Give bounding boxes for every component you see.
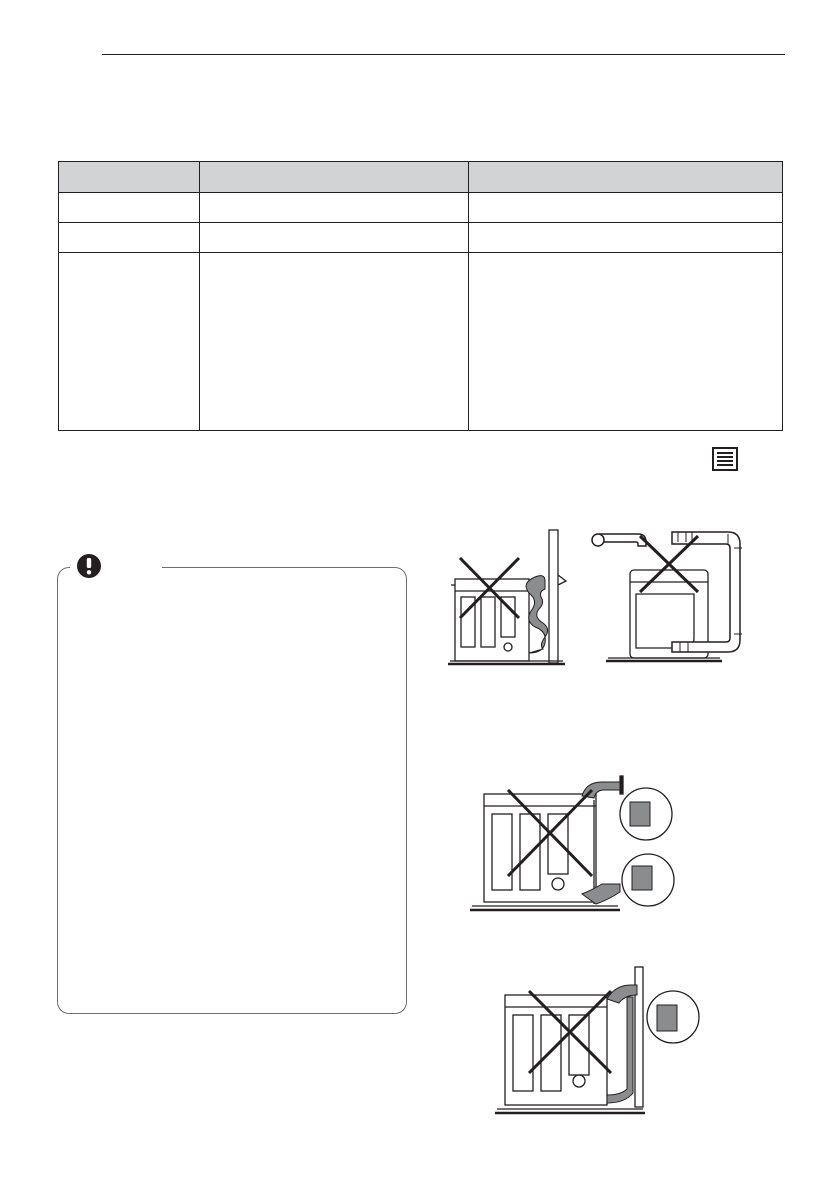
table-row: [59, 193, 783, 223]
list-tab-icon: [712, 447, 738, 471]
dryer-duct-wrong-icon: [445, 525, 575, 670]
table-cell: [199, 253, 469, 431]
note-box: [57, 567, 407, 1014]
table-header-cell: [469, 162, 783, 193]
table-row: [59, 223, 783, 253]
table-cell: [59, 223, 200, 253]
dryer-duct-kinked-wrong-icon: [495, 965, 710, 1120]
table-cell: [59, 193, 200, 223]
exclamation-icon: [76, 553, 102, 579]
table-cell: [469, 253, 783, 431]
table-header-cell: [59, 162, 200, 193]
table-cell: [199, 193, 469, 223]
dryer-duct-crushed-wrong-icon: [470, 770, 685, 920]
table-cell: [59, 253, 200, 431]
table-header-row: [59, 162, 783, 193]
dryer-duct-loop-wrong-icon: [588, 524, 748, 669]
header-rule: [102, 54, 785, 55]
table-header-cell: [199, 162, 469, 193]
table-cell: [469, 223, 783, 253]
table-cell: [199, 223, 469, 253]
spec-table: [58, 161, 783, 431]
table-cell: [469, 193, 783, 223]
table-row: [59, 253, 783, 431]
